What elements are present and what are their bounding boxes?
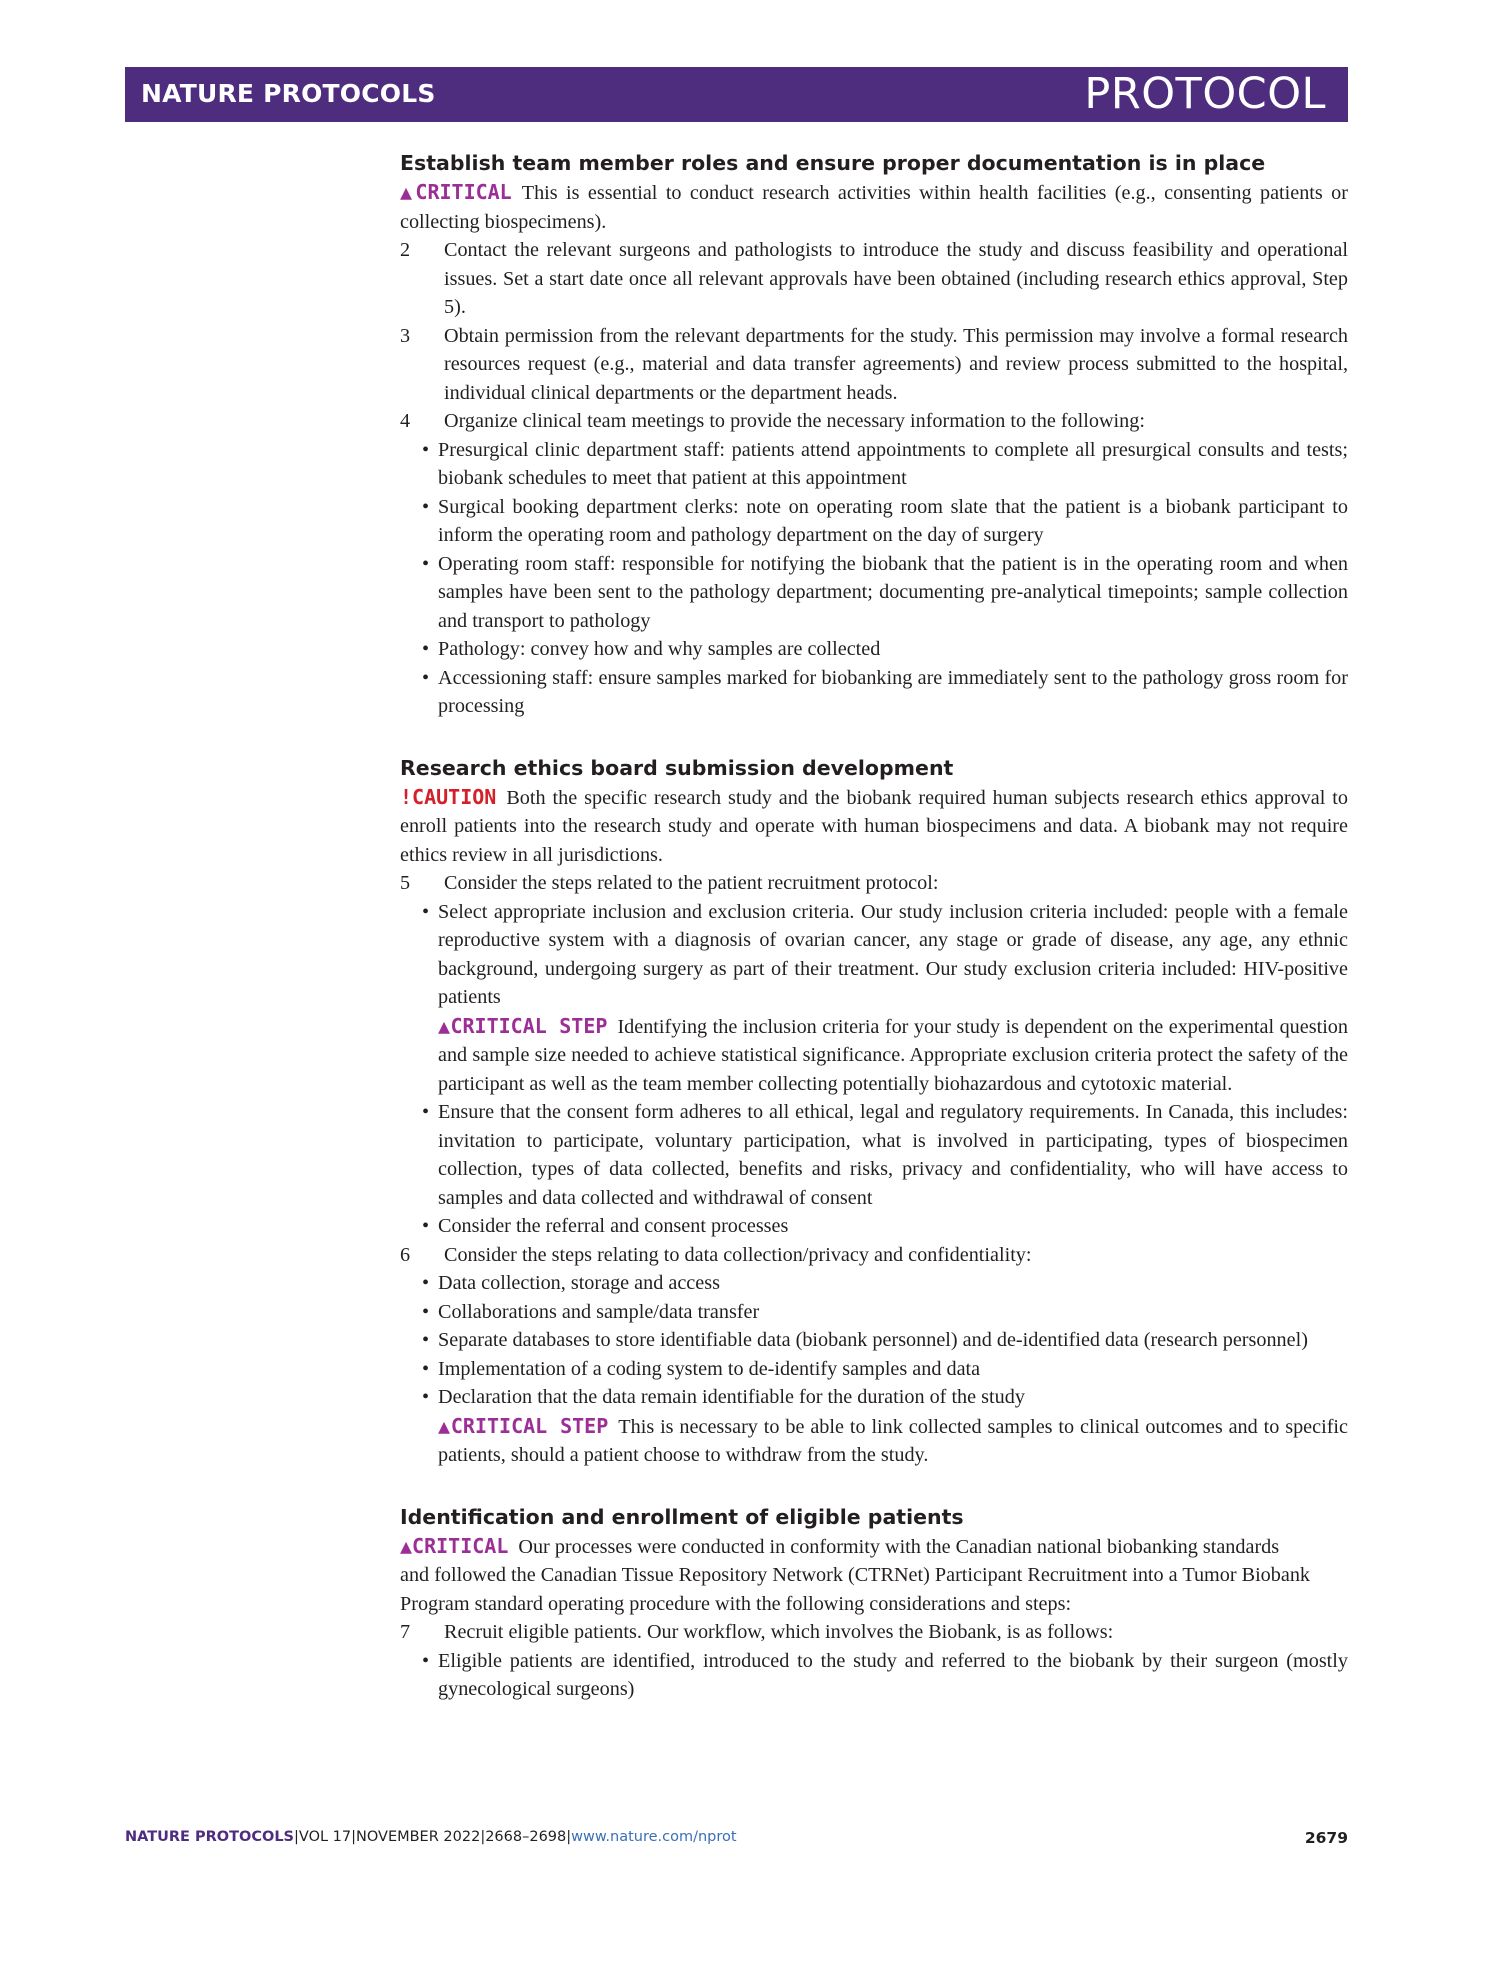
list-item: • Surgical booking department clerks: note on operating room slate that the patient is a biobank participant to inform the operating room and pathology department on the day of surgery: [422, 495, 1348, 546]
step-4: [400, 407, 1348, 436]
footer-pages: 2668–2698: [485, 1829, 567, 1845]
section-heading: Research ethics board submission development: [400, 755, 954, 780]
footer-separator: |: [566, 1829, 572, 1845]
critical-label: ▲CRITICAL: [400, 1533, 509, 1558]
list-item: • Declaration that the data remain identifiable for the duration of the study: [422, 1386, 1025, 1408]
step-7: [400, 1618, 1348, 1647]
step-number: 7: [400, 1621, 411, 1643]
step-text: Organize clinical team meetings to provide the necessary information to the following:: [444, 410, 1145, 432]
critical-step-text: This is necessary to be able to link collected samples to clinical outcomes and to specific patients, should a patient choose to withdraw from the study.: [438, 1415, 1348, 1466]
critical-step-note: [420, 1412, 1348, 1470]
step-text: Consider the steps relating to data collection/privacy and confidentiality:: [444, 1243, 1032, 1266]
critical-text: Our processes were conducted in conformity with the Canadian national biobanking standards and followed the Canadian Tissue Repository Network (CTRNet) Participant Recruitment into a Tumor Biobank Program standard operating procedure with the following considerations and steps:: [400, 1535, 1311, 1615]
critical-label: ▲CRITICAL: [400, 180, 512, 204]
step-text: Obtain permission from the relevant departments for the study. This permission may involve a formal research resources request (e.g., material and data transfer agreements) and review process submitted to the hospital, individual clinical departments or the department heads.: [444, 324, 1348, 404]
journal-banner: [125, 67, 1348, 122]
footer-journal: NATURE PROTOCOLS: [125, 1829, 295, 1845]
step-number: 3: [400, 324, 411, 347]
step-number: 2: [400, 239, 411, 261]
step-number: 4: [400, 410, 411, 432]
critical-step-label: ▲CRITICAL STEP: [438, 1413, 609, 1438]
bullet-list: [400, 1098, 1348, 1241]
section-patient-enrollment: [400, 1502, 1348, 1704]
article-type: PROTOCOL: [1084, 69, 1326, 119]
page-number: 2679: [1304, 1829, 1348, 1847]
list-item: • Ensure that the consent form adheres to all ethical, legal and regulatory requirements. In Canada, this includes: invitation to participate, voluntary participation, what is involved in participating, types of biospecimen collection, types of data collected, benefits and risks, privacy and confidentiality, who will have access to samples and data collected and withdrawal of consent: [422, 1101, 1348, 1209]
caution-text: Both the specific research study and the biobank required human subjects research ethics approval to enroll patients into the research study and operate with human biospecimens and data. A biobank may not require ethics review in all jurisdictions.: [400, 786, 1348, 866]
step-number: 6: [400, 1243, 411, 1266]
list-item: • Pathology: convey how and why samples are collected: [422, 638, 881, 660]
footer-separator: |: [351, 1829, 357, 1845]
list-item: • Eligible patients are identified, introduced to the study and referred to the biobank by their surgeon (mostly gynecological surgeons): [422, 1649, 1348, 1700]
step-text: Recruit eligible patients. Our workflow, which involves the Biobank, is as follows:: [444, 1621, 1114, 1643]
step-number: 5: [400, 872, 411, 894]
list-item: • Separate databases to store identifiable data (biobank personnel) and de-identified data (research personnel): [422, 1329, 1308, 1351]
list-item: • Select appropriate inclusion and exclusion criteria. Our study inclusion criteria included: people with a female reproductive system with a diagnosis of ovarian cancer, any stage or grade of disease, any age, any ethnic background, undergoing surgery as part of their treatment. Our study exclusion criteria included: HIV-positive patients: [422, 900, 1348, 1008]
bullet-list: [400, 436, 1348, 721]
step-text: Consider the steps related to the patient recruitment protocol:: [444, 872, 939, 894]
list-item: • Implementation of a coding system to de-identify samples and data: [422, 1357, 981, 1380]
bullet-list: [400, 1269, 1348, 1412]
caution-note: [400, 783, 1348, 870]
list-item: • Data collection, storage and access: [422, 1272, 720, 1294]
step-6: [400, 1241, 1348, 1270]
bullet-list: [400, 898, 1348, 1012]
section-heading: Identification and enrollment of eligible patients: [400, 1504, 964, 1529]
main-content: [400, 148, 1348, 1704]
caution-label: !CAUTION: [400, 784, 497, 809]
page-footer: [125, 1829, 1348, 1845]
critical-step-label: ▲CRITICAL STEP: [438, 1013, 608, 1038]
step-text: Contact the relevant surgeons and pathologists to introduce the study and discuss feasibility and operational issues. Set a start date once all relevant approvals have been obtained (including research ethics approval, Step 5).: [444, 239, 1348, 318]
section-heading: Establish team member roles and ensure proper documentation is in place: [400, 151, 1266, 175]
section-team-roles: [400, 148, 1348, 721]
journal-name: NATURE PROTOCOLS: [141, 79, 436, 108]
critical-text: This is essential to conduct research activities within health facilities (e.g., consenting patients or collecting biospecimens).: [400, 182, 1348, 233]
critical-step-note: [420, 1012, 1348, 1099]
footer-date: NOVEMBER 2022: [356, 1829, 481, 1845]
list-item: • Presurgical clinic department staff: patients attend appointments to complete all presurgical consults and tests; biobank schedules to meet that patient at this appointment: [422, 438, 1348, 489]
critical-note: [400, 178, 1348, 236]
list-item: • Collaborations and sample/data transfer: [422, 1300, 760, 1323]
section-ethics-board: [400, 753, 1348, 1470]
list-item: • Accessioning staff: ensure samples marked for biobanking are immediately sent to the pathology gross room for processing: [422, 666, 1348, 717]
step-5: [400, 869, 1348, 898]
step-3: [400, 322, 1348, 408]
step-2: [400, 236, 1348, 322]
footer-separator: |: [294, 1829, 299, 1845]
list-item: • Consider the referral and consent processes: [422, 1215, 789, 1237]
footer-separator: |: [480, 1829, 486, 1845]
footer-volume: VOL 17: [298, 1829, 352, 1845]
bullet-list: [400, 1647, 1348, 1704]
critical-note: [400, 1532, 1348, 1619]
list-item: • Operating room staff: responsible for notifying the biobank that the patient is in the operating room and when samples have been sent to the pathology department; documenting pre-analytical timepoints; sample collection and transport to pathology: [422, 552, 1348, 632]
footer-url-link[interactable]: www.nature.com/nprot: [571, 1829, 737, 1845]
critical-step-text: Identifying the inclusion criteria for your study is dependent on the experimental question and sample size needed to achieve statistical significance. Appropriate exclusion criteria protect the safety of the participant as well as the team member collecting potentially biohazardous and cytotoxic material.: [438, 1015, 1348, 1095]
